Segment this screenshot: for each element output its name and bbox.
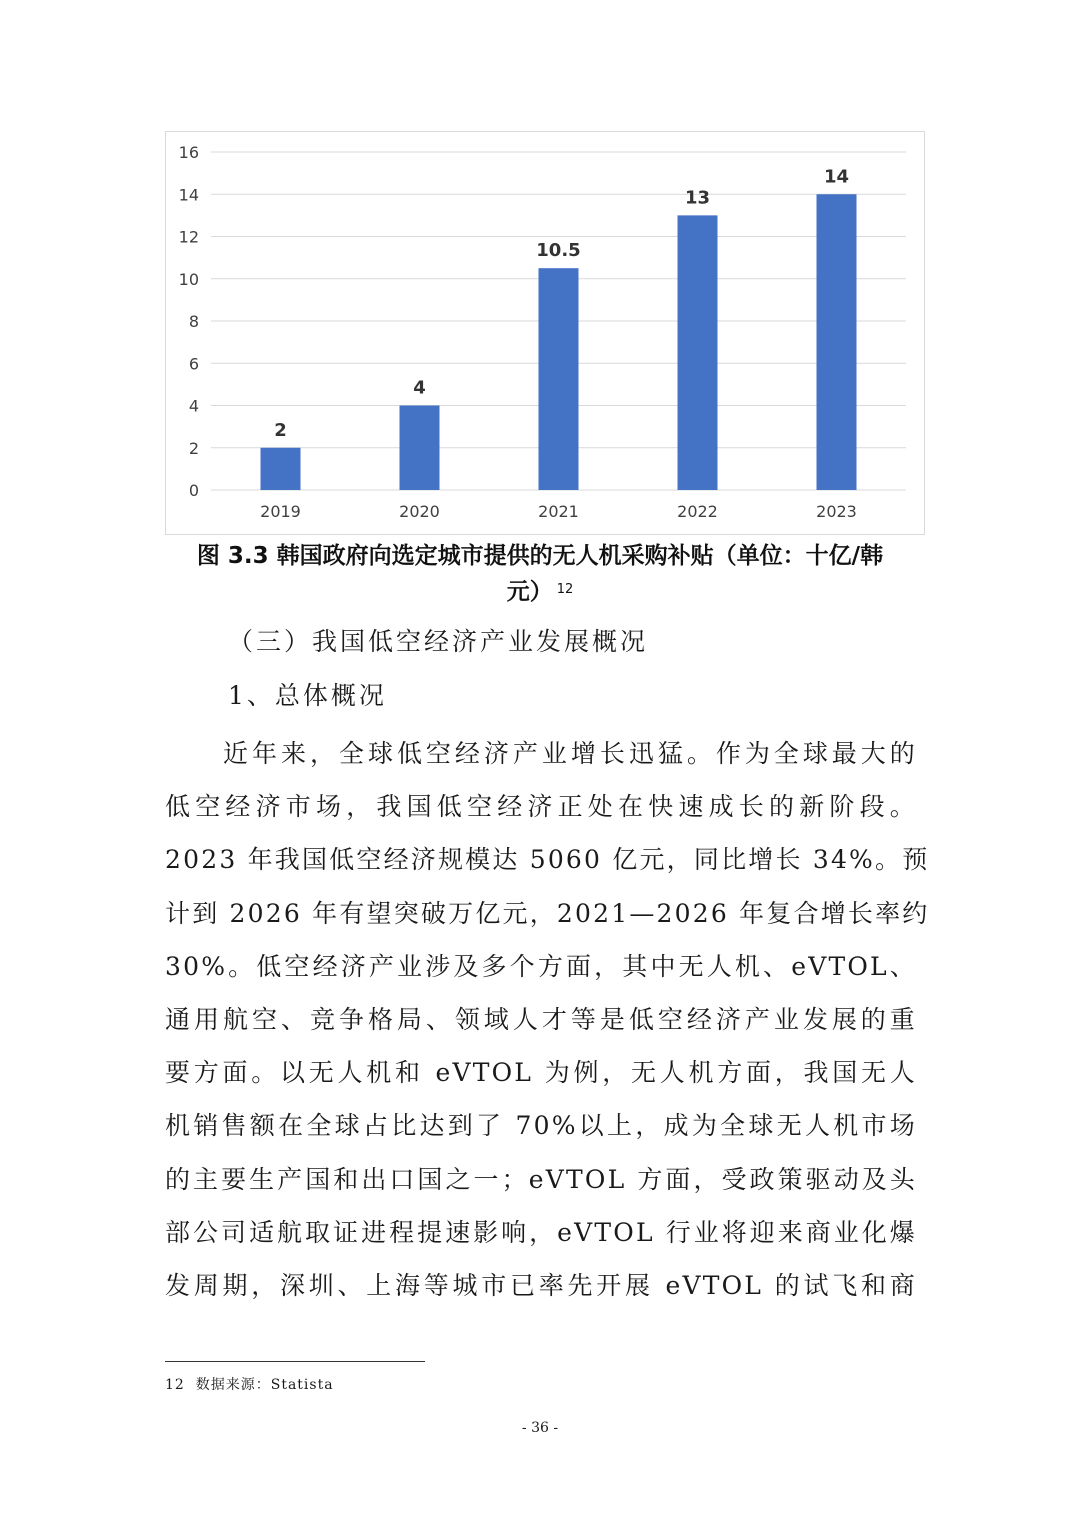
caption-line-2: [165, 574, 915, 610]
paragraph-line: 计到 2026 年有望突破万亿元，2021—2026 年复合增长率约: [165, 898, 930, 928]
bar-chart: [165, 131, 925, 535]
paragraph-line: 发周期，深圳、上海等城市已率先开展 eVTOL 的试飞和商: [165, 1270, 917, 1300]
data-label: 10.5: [536, 240, 581, 262]
data-label: 2: [274, 419, 287, 441]
y-tick-label: 12: [178, 227, 199, 247]
y-tick-label: 16: [178, 143, 199, 162]
paragraph-line: 30%。低空经济产业涉及多个方面，其中无人机、eVTOL、: [165, 951, 917, 981]
x-tick-label: 2023: [816, 502, 857, 521]
bar: [261, 448, 301, 490]
data-label: 4: [413, 377, 426, 399]
y-tick-label: 0: [188, 481, 199, 500]
x-tick-label: 2022: [677, 502, 718, 521]
x-tick-label: 2019: [260, 502, 301, 521]
x-tick-label: 2020: [399, 502, 440, 521]
bar: [539, 268, 579, 490]
data-label: 14: [823, 166, 850, 188]
paragraph-line: 通用航空、竞争格局、领域人才等是低空经济产业发展的重: [165, 1004, 917, 1034]
bar: [817, 194, 857, 490]
paragraph-line: 机销售额在全球占比达到了 70%以上，成为全球无人机市场: [165, 1111, 917, 1141]
paragraph-line: 部公司适航取证进程提速影响，eVTOL 行业将迎来商业化爆: [165, 1217, 917, 1247]
y-tick-label: 2: [188, 438, 199, 458]
footnote-divider: [165, 1361, 425, 1362]
paragraph-line: 低空经济市场，我国低空经济正处在快速成长的新阶段。: [165, 792, 917, 822]
paragraph-line: 要方面。以无人机和 eVTOL 为例，无人机方面，我国无人: [165, 1058, 917, 1088]
page-number: - 36 -: [521, 1420, 559, 1436]
y-tick-label: 10: [178, 269, 199, 289]
y-tick-label: 8: [188, 312, 199, 331]
body-paragraph: [165, 727, 930, 1312]
paragraph-line: 的主要生产国和出口国之一；eVTOL 方面，受政策驱动及头: [165, 1164, 917, 1194]
caption-line-1: 图 3.3 韩国政府向选定城市提供的无人机采购补贴（单位：十亿/韩: [196, 543, 884, 569]
chart-svg: [166, 132, 924, 534]
data-label: 13: [684, 187, 711, 209]
figure-caption: [165, 538, 915, 610]
bar: [678, 215, 718, 490]
y-tick-label: 4: [188, 396, 199, 416]
section-heading: （三）我国低空经济产业发展概况: [228, 627, 649, 656]
y-tick-label: 14: [178, 185, 199, 205]
subsection-heading: 1、总体概况: [228, 681, 387, 710]
bar: [400, 406, 440, 491]
paragraph-line: 2023 年我国低空经济规模达 5060 亿元，同比增长 34%。预: [165, 845, 930, 875]
paragraph-line: 近年来，全球低空经济产业增长迅猛。作为全球最大的: [223, 739, 917, 768]
y-tick-label: 6: [188, 354, 199, 374]
footnote-ref: 12: [556, 582, 574, 597]
footnote-number: 12: [165, 1377, 185, 1393]
footnote: [165, 1375, 334, 1395]
caption-line-2-text: 元）: [506, 579, 553, 605]
x-tick-label: 2021: [538, 502, 579, 521]
footnote-text: 数据来源：Statista: [195, 1377, 334, 1393]
